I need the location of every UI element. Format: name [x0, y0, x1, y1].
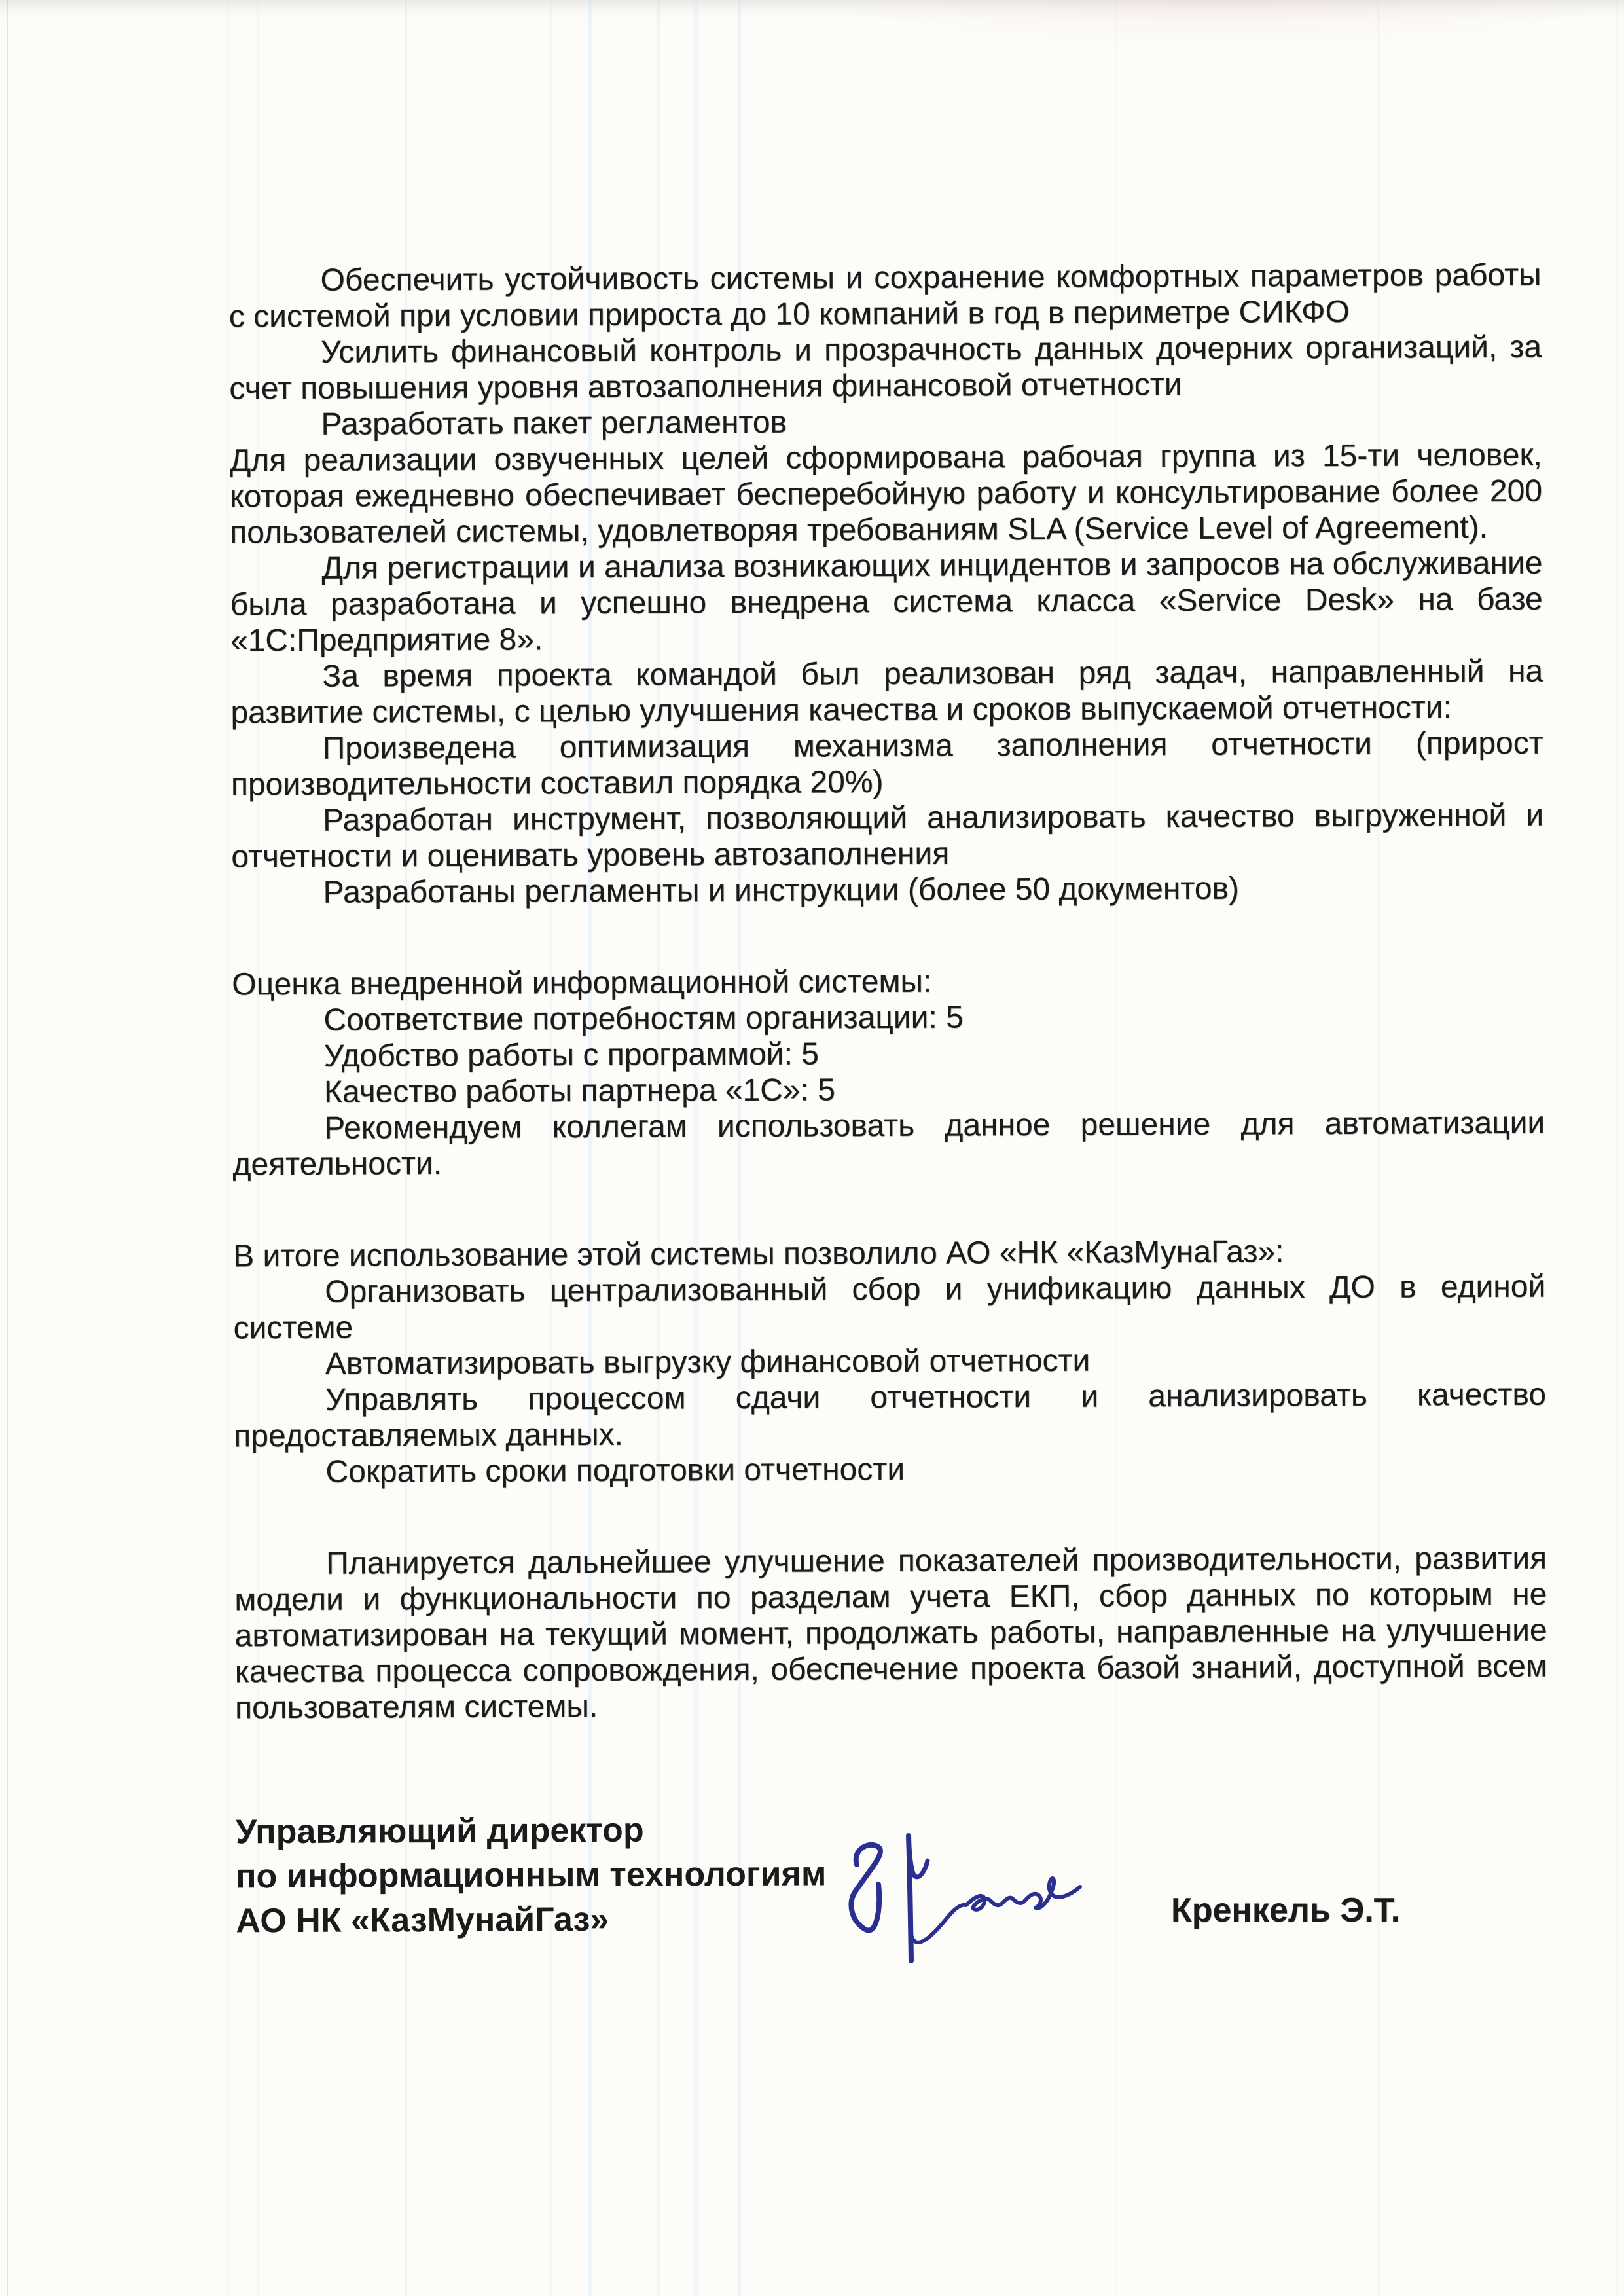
paragraph-instructions: Разработаны регламенты и инструкции (более 50 документов) [323, 871, 1240, 910]
evaluation-item-usability: Удобство работы с программой: 5 [323, 1036, 820, 1074]
evaluation-heading: Оценка внедренной информационной системы: [232, 964, 932, 1002]
result-item-management: Управлять процессом сдачи отчетности и анализировать качество предоставляемых данных. [234, 1377, 1547, 1454]
scan-edge-line [7, 0, 8, 2296]
paragraph-working-group: Для реализации озвученных целей сформирована рабочая группа из 15-ти человек, которая ежедневно обеспечивает бесперебойную работу и консультирование более 200 пользователей системы, удовлетворяя требованиям SLA (Service Level of Agreement). [229, 437, 1543, 551]
results-heading: В итоге использование этой системы позволило АО «НК «КазМунаГаз»: [232, 1234, 1284, 1274]
result-item-centralization: Организовать централизованный сбор и унификацию данных ДО в единой системе [233, 1269, 1546, 1346]
scan-color-tint [818, 0, 1624, 46]
evaluation-item-partner: Качество работы партнера «1С»: 5 [323, 1072, 836, 1110]
paragraph-service-desk: Для регистрации и анализа возникающих инцидентов и запросов на обслуживание была разработана и успешно внедрена система класса «Service Desk» на базе «1С:Предприятие 8». [230, 545, 1543, 659]
paragraph-goal-stability: Обеспечить устойчивость системы и сохранение комфортных параметров работы с системой при условии прироста до 10 компаний в год в периметре СИКФО [228, 257, 1542, 335]
paragraph-optimization: Произведена оптимизация механизма заполнения отчетности (прирост производительности составил порядка 20%) [230, 725, 1543, 803]
scan-edge-line [1617, 0, 1618, 2296]
evaluation-recommendation: Рекомендуем коллегам использовать данное решение для автоматизации деятельности. [232, 1105, 1545, 1182]
paragraph-project-tasks: За время проекта командой был реализован ряд задач, направленный на развитие системы, с целью улучшения качества и сроков выпускаемой отчетности: [230, 653, 1543, 731]
evaluation-item-fit: Соответствие потребностям организации: 5 [323, 1000, 964, 1038]
signatory-name: Кренкель Э.Т. [1171, 1891, 1401, 1929]
handwritten-signature-icon [833, 1808, 1094, 1978]
closing-paragraph: Планируется дальнейшее улучшение показателей производительности, развития модели и функциональности по разделам учета ЕКП, сбор данных по которым не автоматизирован на текущий момент, продолжать работы, направленные на улучшение качества процесса сопровождения, обеспечение проекта базой знаний, доступной всем пользователям системы. [234, 1540, 1547, 1726]
result-item-deadlines: Сократить сроки подготовки отчетности [325, 1451, 905, 1489]
scan-fold-line [227, 0, 228, 2296]
paragraph-goal-regulations: Разработать пакет регламентов [321, 405, 787, 442]
result-item-automation: Автоматизировать выгрузку финансовой отчетности [325, 1343, 1091, 1381]
paragraph-quality-tool: Разработан инструмент, позволяющий анализировать качество выгруженной и отчетности и оценивать уровень автозаполнения [231, 797, 1544, 875]
signatory-position-line1: Управляющий директор [235, 1811, 644, 1851]
paragraph-goal-control: Усилить финансовый контроль и прозрачность данных дочерних организаций, за счет повышения уровня автозаполнения финансовой отчетности [229, 329, 1542, 407]
signatory-position-line2: по информационным технологиям [236, 1855, 827, 1896]
letter-body [228, 257, 1548, 1944]
signatory-position-line3: АО НК «КазМунайГаз» [236, 1900, 609, 1941]
